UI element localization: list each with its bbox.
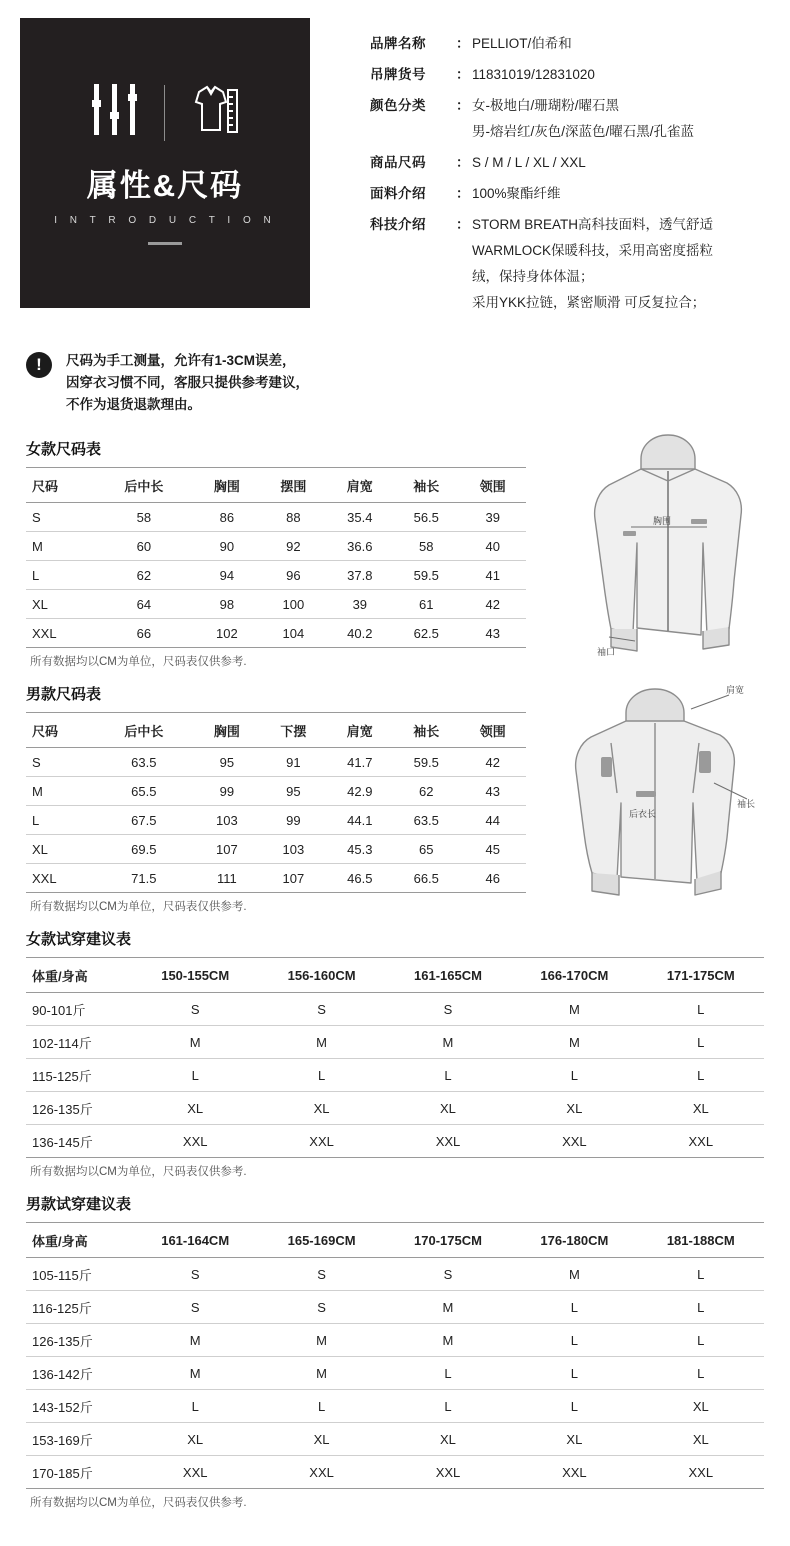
cell: 35.4 (327, 503, 393, 532)
cell: 153-169斤 (26, 1423, 132, 1456)
col-header: 171-175CM (638, 958, 764, 993)
cell: 99 (194, 777, 260, 806)
cell: M (511, 1258, 637, 1291)
col-header: 领围 (459, 468, 526, 503)
cell: M (132, 1357, 258, 1390)
badge-subtitle: I N T R O D U C T I O N (54, 214, 276, 226)
cell: L (258, 1390, 384, 1423)
cell: L (511, 1357, 637, 1390)
men-size-section (0, 683, 790, 914)
section-title-men-fit: 男款试穿建议表 (26, 1196, 132, 1213)
cell: L (511, 1291, 637, 1324)
table-header-row (26, 468, 526, 503)
cell: XXL (638, 1456, 764, 1489)
col-header: 体重/身高 (26, 958, 132, 993)
cell: 60 (94, 532, 194, 561)
cell: 104 (260, 619, 326, 648)
info-value-line: 男-熔岩红/灰色/深蓝色/曜石黑/孔雀蓝 (472, 124, 694, 139)
info-label: 颜色分类 (370, 98, 426, 113)
cell: 94 (194, 561, 260, 590)
cell: XL (638, 1092, 764, 1125)
cell: 86 (194, 503, 260, 532)
cell: L (258, 1059, 384, 1092)
cell: 105-115斤 (26, 1258, 132, 1291)
table-header-row (26, 1223, 764, 1258)
info-value (472, 65, 770, 85)
cell: 92 (260, 532, 326, 561)
illustration-label-shoulder: 肩宽 (726, 685, 745, 695)
info-label: 商品尺码 (370, 155, 426, 170)
cell: 61 (393, 590, 459, 619)
info-label: 科技介绍 (370, 217, 426, 232)
cell: 66.5 (393, 864, 459, 893)
cell: S (258, 1258, 384, 1291)
cell: 41.7 (327, 748, 393, 777)
info-label: 面料介绍 (370, 186, 426, 201)
cell: M (132, 1324, 258, 1357)
cell: 44 (459, 806, 526, 835)
table-row (26, 1092, 764, 1125)
illustration-label-sleeve: 袖长 (737, 799, 756, 809)
cell: 58 (393, 532, 459, 561)
cell: XL (132, 1423, 258, 1456)
table-row (26, 1423, 764, 1456)
cell: M (385, 1324, 511, 1357)
cell: 40.2 (327, 619, 393, 648)
info-value-line: S / M / L / XL / XXL (472, 155, 586, 170)
col-header: 161-165CM (385, 958, 511, 993)
cell: 107 (194, 835, 260, 864)
cell: S (258, 993, 384, 1026)
table-row (26, 1026, 764, 1059)
cell: XXL (385, 1125, 511, 1158)
col-header: 袖长 (393, 468, 459, 503)
info-value (472, 153, 770, 173)
cell: L (26, 561, 94, 590)
cell: 45 (459, 835, 526, 864)
badge-title: 属性&尺码 (86, 167, 244, 203)
cell: 56.5 (393, 503, 459, 532)
cell: S (26, 503, 94, 532)
info-value (472, 184, 770, 204)
illustration-label-chest: 胸围 (653, 516, 672, 526)
col-header: 肩宽 (327, 713, 393, 748)
women-jacket-illustration (571, 423, 766, 663)
cell: XXL (385, 1456, 511, 1489)
info-value-line: 100%聚酯纤维 (472, 186, 561, 201)
col-header: 领围 (459, 713, 526, 748)
men-fit-table (26, 1222, 764, 1489)
cell: 111 (194, 864, 260, 893)
cell: XXL (511, 1125, 637, 1158)
col-header: 165-169CM (258, 1223, 384, 1258)
table-row (26, 1291, 764, 1324)
info-row (370, 65, 770, 85)
col-header: 肩宽 (327, 468, 393, 503)
cell: 69.5 (94, 835, 194, 864)
table-note: 所有数据均以CM为单位，尺码表仅供参考. (30, 1497, 247, 1509)
cell: S (385, 1258, 511, 1291)
illustration-label-backlength: 后衣长 (629, 809, 657, 819)
info-row (370, 96, 770, 142)
cell: XL (26, 590, 94, 619)
cell: 91 (260, 748, 326, 777)
cell: M (258, 1357, 384, 1390)
table-row (26, 1258, 764, 1291)
cell: 126-135斤 (26, 1324, 132, 1357)
cell: 103 (194, 806, 260, 835)
cell: 42.9 (327, 777, 393, 806)
info-row (370, 153, 770, 173)
cell: M (511, 993, 637, 1026)
cell: 64 (94, 590, 194, 619)
intro-badge (20, 18, 310, 308)
women-size-table (26, 467, 526, 648)
info-colon: ： (456, 217, 470, 232)
cell: XXL (638, 1125, 764, 1158)
cell: L (385, 1357, 511, 1390)
cell: 41 (459, 561, 526, 590)
cell: 136-142斤 (26, 1357, 132, 1390)
cell: 43 (459, 619, 526, 648)
info-value (472, 34, 770, 54)
table-row (26, 1125, 764, 1158)
cell: L (638, 1258, 764, 1291)
cell: 59.5 (393, 561, 459, 590)
table-row (26, 835, 526, 864)
info-label: 品牌名称 (370, 36, 426, 51)
cell: 102-114斤 (26, 1026, 132, 1059)
cell: M (385, 1291, 511, 1324)
shirt-ruler-icon (181, 80, 241, 145)
cell: 58 (94, 503, 194, 532)
info-colon: ： (456, 67, 470, 82)
cell: XXL (511, 1456, 637, 1489)
cell: 65.5 (94, 777, 194, 806)
col-header: 156-160CM (258, 958, 384, 993)
badge-rule (148, 242, 182, 245)
table-row (26, 806, 526, 835)
cell: 67.5 (94, 806, 194, 835)
col-header: 尺码 (26, 713, 94, 748)
cell: 42 (459, 748, 526, 777)
col-header: 161-164CM (132, 1223, 258, 1258)
info-row (370, 34, 770, 54)
cell: XXL (132, 1125, 258, 1158)
cell: S (26, 748, 94, 777)
cell: XL (511, 1092, 637, 1125)
cell: M (26, 777, 94, 806)
info-colon: ： (456, 155, 470, 170)
info-colon: ： (456, 186, 470, 201)
cell: 59.5 (393, 748, 459, 777)
info-row (370, 184, 770, 204)
cell: 98 (194, 590, 260, 619)
cell: L (385, 1059, 511, 1092)
table-header-row (26, 958, 764, 993)
cell: M (258, 1026, 384, 1059)
cell: 62 (393, 777, 459, 806)
cell: M (26, 532, 94, 561)
table-row (26, 503, 526, 532)
men-jacket-illustration (551, 673, 766, 903)
cell: 95 (194, 748, 260, 777)
info-value-line: 11831019/12831020 (472, 67, 595, 82)
cell: 126-135斤 (26, 1092, 132, 1125)
tools-icon (90, 80, 148, 145)
table-row (26, 748, 526, 777)
cell: XXL (258, 1456, 384, 1489)
cell: 100 (260, 590, 326, 619)
cell: 103 (260, 835, 326, 864)
cell: M (511, 1026, 637, 1059)
cell: 90-101斤 (26, 993, 132, 1026)
cell: 96 (260, 561, 326, 590)
col-header: 166-170CM (511, 958, 637, 993)
table-note: 所有数据均以CM为单位，尺码表仅供参考. (30, 1166, 247, 1178)
col-header: 下摆 (260, 713, 326, 748)
table-row (26, 993, 764, 1026)
info-value-line: WARMLOCK保暖科技，采用高密度摇粒 (472, 243, 714, 258)
notice-line: 因穿衣习惯不同，客服只提供参考建议， (66, 375, 309, 390)
cell: S (385, 993, 511, 1026)
col-header: 摆围 (260, 468, 326, 503)
cell: L (638, 993, 764, 1026)
table-row (26, 1324, 764, 1357)
cell: L (132, 1059, 258, 1092)
cell: 66 (94, 619, 194, 648)
cell: 63.5 (393, 806, 459, 835)
cell: M (132, 1026, 258, 1059)
cell: XL (385, 1092, 511, 1125)
col-header: 150-155CM (132, 958, 258, 993)
cell: 42 (459, 590, 526, 619)
cell: L (26, 806, 94, 835)
cell: L (385, 1390, 511, 1423)
cell: 45.3 (327, 835, 393, 864)
table-row (26, 1059, 764, 1092)
info-value-line: PELLIOT/伯希和 (472, 36, 572, 51)
women-fit-table (26, 957, 764, 1158)
cell: XXL (132, 1456, 258, 1489)
cell: 62 (94, 561, 194, 590)
info-colon: ： (456, 36, 470, 51)
men-size-table (26, 712, 526, 893)
table-row (26, 590, 526, 619)
cell: L (638, 1059, 764, 1092)
cell: 62.5 (393, 619, 459, 648)
table-row (26, 777, 526, 806)
badge-divider (164, 85, 165, 141)
cell: 46 (459, 864, 526, 893)
info-value (472, 96, 770, 142)
col-header: 后中长 (94, 713, 194, 748)
table-row (26, 619, 526, 648)
cell: 40 (459, 532, 526, 561)
cell: S (132, 1258, 258, 1291)
header (0, 0, 790, 324)
cell: 65 (393, 835, 459, 864)
cell: M (258, 1324, 384, 1357)
cell: L (511, 1390, 637, 1423)
col-header: 袖长 (393, 713, 459, 748)
cell: S (258, 1291, 384, 1324)
notice-line: 尺码为手工测量，允许有1-3CM误差， (66, 353, 296, 368)
cell: 39 (327, 590, 393, 619)
cell: 46.5 (327, 864, 393, 893)
cell: L (511, 1324, 637, 1357)
cell: XL (385, 1423, 511, 1456)
section-title-women-size: 女款尺码表 (26, 441, 102, 458)
men-fit-section (0, 1193, 790, 1510)
cell: S (132, 1291, 258, 1324)
cell: 107 (260, 864, 326, 893)
notice-text (66, 350, 309, 416)
col-header: 176-180CM (511, 1223, 637, 1258)
cell: 95 (260, 777, 326, 806)
cell: XL (638, 1423, 764, 1456)
table-note: 所有数据均以CM为单位，尺码表仅供参考. (30, 901, 247, 913)
table-row (26, 1357, 764, 1390)
cell: 90 (194, 532, 260, 561)
cell: 143-152斤 (26, 1390, 132, 1423)
col-header: 后中长 (94, 468, 194, 503)
section-title-men-size: 男款尺码表 (26, 686, 102, 703)
cell: L (638, 1026, 764, 1059)
cell: XL (258, 1423, 384, 1456)
table-note: 所有数据均以CM为单位，尺码表仅供参考. (30, 656, 247, 668)
cell: L (132, 1390, 258, 1423)
cell: XL (511, 1423, 637, 1456)
cell: 43 (459, 777, 526, 806)
info-label: 吊牌货号 (370, 67, 426, 82)
info-colon: ： (456, 98, 470, 113)
table-row (26, 532, 526, 561)
info-value (472, 215, 770, 313)
col-header: 体重/身高 (26, 1223, 132, 1258)
col-header: 胸围 (194, 468, 260, 503)
col-header: 170-175CM (385, 1223, 511, 1258)
cell: XL (258, 1092, 384, 1125)
cell: XL (638, 1390, 764, 1423)
col-header: 181-188CM (638, 1223, 764, 1258)
cell: 116-125斤 (26, 1291, 132, 1324)
cell: 36.6 (327, 532, 393, 561)
cell: 44.1 (327, 806, 393, 835)
info-value-line: 采用YKK拉链，紧密顺滑 可反复拉合； (472, 295, 706, 310)
cell: 136-145斤 (26, 1125, 132, 1158)
info-value-line: STORM BREATH高科技面料，透气舒适 (472, 217, 714, 232)
cell: 71.5 (94, 864, 194, 893)
cell: XL (132, 1092, 258, 1125)
cell: 37.8 (327, 561, 393, 590)
info-value-line: 绒，保持身体体温； (472, 269, 594, 284)
cell: 63.5 (94, 748, 194, 777)
table-row (26, 1456, 764, 1489)
cell: XXL (26, 864, 94, 893)
cell: 88 (260, 503, 326, 532)
cell: XXL (26, 619, 94, 648)
cell: 99 (260, 806, 326, 835)
notice-line: 不作为退货退款理由。 (66, 397, 201, 412)
cell: 170-185斤 (26, 1456, 132, 1489)
table-header-row (26, 713, 526, 748)
cell: M (385, 1026, 511, 1059)
product-info (310, 18, 770, 324)
table-row (26, 561, 526, 590)
cell: XL (26, 835, 94, 864)
cell: XXL (258, 1125, 384, 1158)
cell: S (132, 993, 258, 1026)
badge-icons (90, 82, 241, 144)
info-value-line: 女-极地白/珊瑚粉/曜石黑 (472, 98, 619, 113)
table-row (26, 864, 526, 893)
col-header: 胸围 (194, 713, 260, 748)
measurement-notice (26, 350, 790, 416)
section-title-women-fit: 女款试穿建议表 (26, 931, 132, 948)
cell: L (638, 1357, 764, 1390)
cell: 102 (194, 619, 260, 648)
col-header: 尺码 (26, 468, 94, 503)
exclamation-icon: ! (26, 352, 52, 378)
women-fit-section (0, 928, 790, 1179)
cell: 115-125斤 (26, 1059, 132, 1092)
women-size-section (0, 438, 790, 669)
cell: L (638, 1324, 764, 1357)
illustration-label-cuff: 袖口 (597, 647, 616, 657)
cell: L (511, 1059, 637, 1092)
cell: 39 (459, 503, 526, 532)
table-row (26, 1390, 764, 1423)
cell: L (638, 1291, 764, 1324)
info-row (370, 215, 770, 313)
